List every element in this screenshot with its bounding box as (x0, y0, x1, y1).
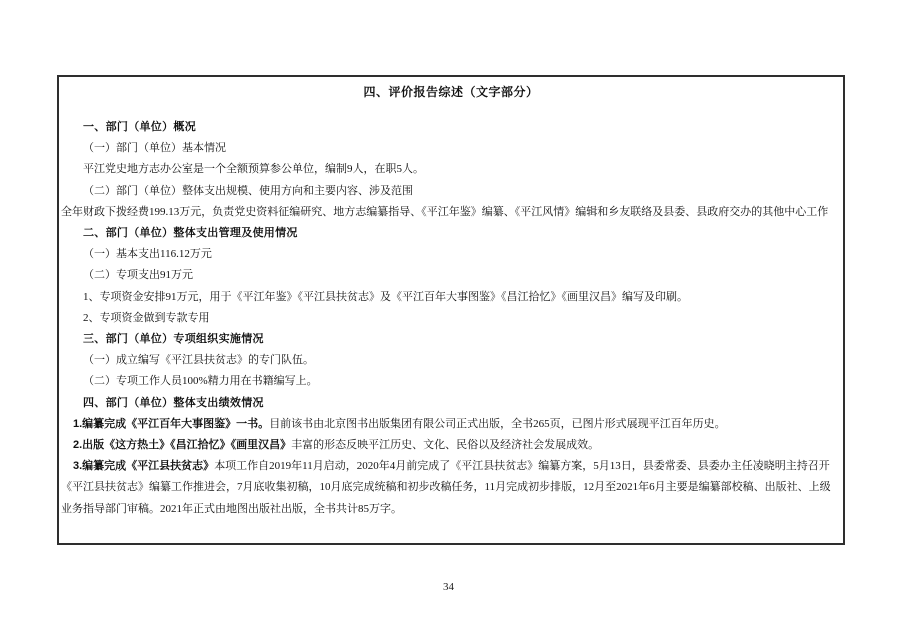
section4-item1 (61, 414, 841, 435)
section4-item1-rest: 目前该书由北京图书出版集团有限公司正式出版，全书265页，已图片形式展现平江百年历史。 (269, 417, 726, 430)
section2-sub1: 1、专项资金安排91万元，用于《平江年鉴》《平江县扶贫志》及《平江百年大事图鉴》《昌江拾忆》《画里汉昌》编写及印刷。 (83, 290, 688, 303)
section4-item3 (61, 456, 841, 520)
section2-item1: （一）基本支出116.12万元 (83, 248, 212, 261)
section1-body1: 平江党史地方志办公室是一个全额预算参公单位，编制9人，在职5人。 (83, 163, 424, 176)
report-title: 四、评价报告综述（文字部分） (363, 85, 539, 99)
section1-heading: 一、部门（单位）概况 (83, 121, 196, 133)
section1-item2: （二）部门（单位）整体支出规模、使用方向和主要内容、涉及范围 (83, 184, 413, 197)
section4-item2-lead: 2.出版《这方热土》《昌江拾忆》《画里汉昌》 (73, 439, 292, 452)
section4-item3-lead: 3.编纂完成《平江县扶贫志》 (73, 460, 215, 473)
section3-item2: （二）专项工作人员100%精力用在书籍编写上。 (83, 375, 318, 388)
section4-item2 (61, 435, 841, 456)
section2-item2: （二）专项支出91万元 (83, 269, 193, 282)
page-number: 34 (443, 581, 454, 593)
section4-item1-lead: 1.编纂完成《平江百年大事图鉴》一书。 (73, 417, 270, 430)
section3-heading: 三、部门（单位）专项组织实施情况 (83, 333, 264, 346)
section4-item2-rest: 丰富的形态反映平江历史、文化、民俗以及经济社会发展成效。 (291, 439, 600, 452)
section4-heading: 四、部门（单位）整体支出绩效情况 (83, 396, 264, 409)
section4-item3-rest: 本项工作自2019年11月启动，2020年4月前完成了《平江县扶贫志》编纂方案，5月13日，县委常委、县委办主任凌晓明主持召开《平江县扶贫志》编纂工作推进会，7月底收集初稿，10月底完成统稿和初步改稿任务，11月完成初步排版，12月至2021年6月主要是编纂部校稿、出版社、上级业务指导部门审稿。2021年正式由地图出版社出版，全书共计85万字。 (61, 460, 831, 515)
section2-sub2: 2、专项资金做到专款专用 (83, 311, 210, 324)
section2-heading: 二、部门（单位）整体支出管理及使用情况 (83, 227, 298, 240)
section1-item1: （一）部门（单位）基本情况 (83, 142, 226, 155)
section3-item1: （一）成立编写《平江县扶贫志》的专门队伍。 (83, 354, 314, 367)
report-content-border-box (57, 75, 845, 545)
section1-body2: 全年财政下拨经费199.13万元，负责党史资料征编研究、地方志编纂指导、《平江年鉴》编纂、《平江风情》编辑和乡友联络及县委、县政府交办的其他中心工作 (61, 205, 829, 218)
